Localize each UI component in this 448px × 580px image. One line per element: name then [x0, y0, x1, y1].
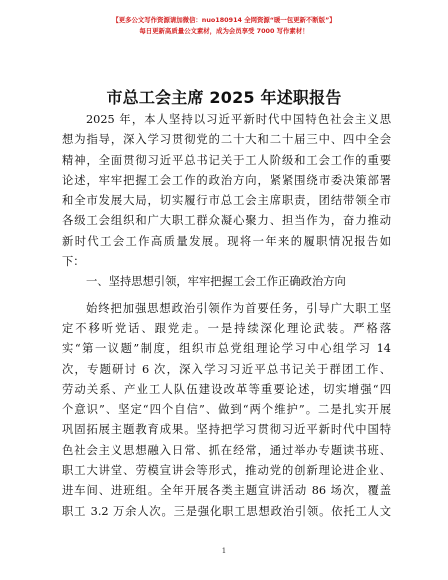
page-number: 1 [221, 547, 227, 555]
paragraph-line: 精神，全面贯彻习近平总书记关于工人阶级和工会工作的重要 [62, 153, 391, 167]
paragraph-line: 巩固拓展主题教育成果。坚持把学习贯彻习近平新时代中国特 [62, 423, 391, 437]
promo-banner-line-1: 【更多公文写作资源请加微信：nuo180914 全网资源“暖一包更新不断版”】 [112, 16, 336, 24]
paragraph-line: 新时代工会工作高质量发展。现将一年来的履职情况报告如 [62, 234, 391, 248]
paragraph-line: 次，专题研讨 6 次，深入学习习近平总书记关于群团工作、 [62, 362, 391, 376]
paragraph-line: 论述，牢牢把握工会工作的政治方向，紧紧围绕市委决策部署 [62, 173, 391, 187]
promo-banner [0, 15, 448, 37]
paragraph-line: 进车间、进班组。全年开展各类主题宣讲活动 86 场次，覆盖 [62, 484, 391, 498]
paragraph-line: 各级工会组织和广大职工群众凝心聚力、担当作为，奋力推动 [62, 214, 391, 228]
paragraph-line: 2025 年，本人坚持以习近平新时代中国特色社会主义思 [86, 113, 391, 126]
paragraph-line: 色社会主义思想融入日常、抓在经常，通过举办专题读书班、 [62, 443, 391, 457]
paragraph-line: 下： [62, 255, 85, 269]
paragraph-line: 定不移听党话、跟党走。一是持续深化理论武装。严格落 [62, 321, 391, 335]
paragraph-line: 和全市发展大局，切实履行市总工会主席职责，团结带领全市 [62, 194, 391, 208]
paragraph-line: 职工 3.2 万余人次。三是强化职工思想政治引领。依托工人文 [62, 504, 391, 518]
paragraph-line: 个意识”、坚定“四个自信”、做到“两个维护”。二是扎实开展 [62, 403, 391, 417]
promo-banner-line-2: 每日更新高质量公文素材，成为会员享受 7000 写作素材！ [139, 27, 309, 35]
section-heading: 一、坚持思想引领，牢牢把握工会工作正确政治方向 [86, 275, 346, 289]
paragraph-line: 想为指导，深入学习贯彻党的二十大和二十届三中、四中全会 [62, 133, 391, 147]
paragraph-line: 实“第一议题”制度，组织市总党组理论学习中心组学习 14 [62, 342, 391, 356]
document-body [62, 110, 391, 522]
paragraph-line: 始终把加强思想政治引领作为首要任务，引导广大职工坚 [86, 301, 391, 315]
document-title: 市总工会主席 2025 年述职报告 [106, 88, 342, 107]
paragraph-line: 劳动关系、产业工人队伍建设改革等重要论述，切实增强“四 [62, 382, 391, 396]
paragraph-line: 职工大讲堂、劳模宣讲会等形式，推动党的创新理论进企业、 [62, 464, 391, 478]
